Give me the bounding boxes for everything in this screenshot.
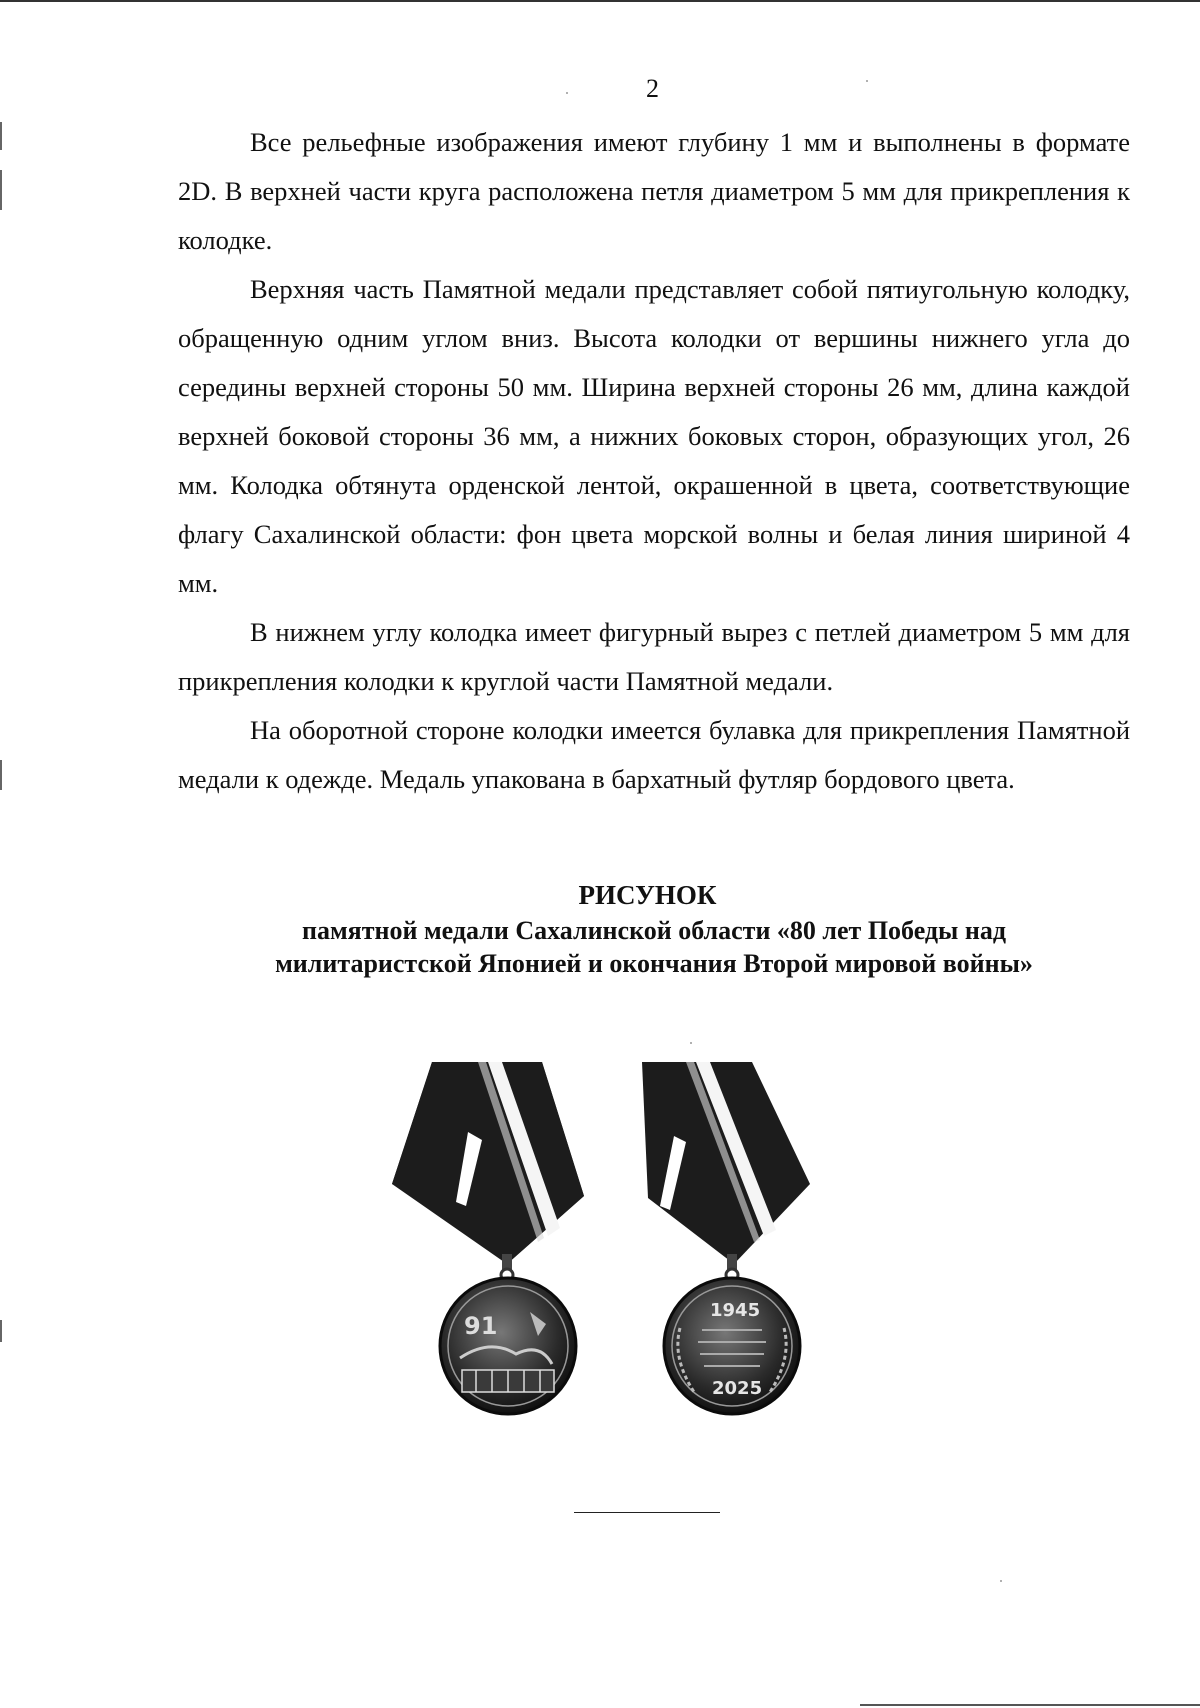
paragraph-cutout: В нижнем углу колодка имеет фигурный вырез с петлей диаметром 5 мм для прикрепления колодки к круглой части Памятной медали. bbox=[178, 617, 1130, 696]
paragraph-relief: Все рельефные изображения имеют глубину 1 мм и выполнены в формате 2D. В верхней части круга расположена петля диаметром 5 мм для прикрепления к колодке. bbox=[178, 127, 1130, 255]
scan-left-edge bbox=[0, 60, 4, 1660]
reverse-year-bottom: 2025 bbox=[712, 1378, 763, 1399]
scan-speck bbox=[866, 80, 868, 82]
paragraph-block-description: Верхняя часть Памятной медали представляет собой пятиугольную колодку, обращенную одним углом вниз. Высота колодки от вершины нижнего угла до середины верхней стороны 50 мм. Ширина верхней стороны 26 мм, длина каждой верхней боковой стороны 36 мм, а нижних боковых сторон, образующих угол, 26 мм. Колодка обтянута орденской лентой, окрашенной в цвета, соответствующие флагу Сахалинской области: фон цвета морской волны и белая линия шириной 4 мм. bbox=[178, 274, 1130, 598]
medals-picture bbox=[390, 1058, 820, 1458]
figure-subtitle-line-1: памятной медали Сахалинской области «80 лет Победы над bbox=[301, 916, 1006, 945]
reverse-year-top: 1945 bbox=[710, 1300, 761, 1321]
medal-obverse-icon bbox=[392, 1062, 584, 1414]
medal-reverse-icon bbox=[642, 1062, 810, 1414]
scan-top-edge bbox=[0, 0, 1200, 2]
body-text bbox=[178, 118, 1130, 804]
scan-speck bbox=[690, 1042, 692, 1044]
scan-bottom-edge bbox=[860, 1704, 1200, 1706]
page-number: 2 bbox=[646, 74, 659, 103]
figure-heading: РИСУНОК bbox=[578, 880, 717, 910]
paragraph-pin-case: На оборотной стороне колодки имеется булавка для прикрепления Памятной медали к одежде. Медаль упакована в бархатный футляр бордового цвета. bbox=[178, 715, 1130, 794]
figure-subtitle-line-2: милитаристской Японией и окончания Второй мировой войны» bbox=[275, 949, 1033, 978]
figure-subtitle bbox=[178, 914, 1130, 980]
scan-speck bbox=[566, 92, 568, 94]
end-separator bbox=[574, 1512, 720, 1513]
scan-speck bbox=[1000, 1580, 1002, 1582]
svg-text:91: 91 bbox=[464, 1312, 498, 1340]
